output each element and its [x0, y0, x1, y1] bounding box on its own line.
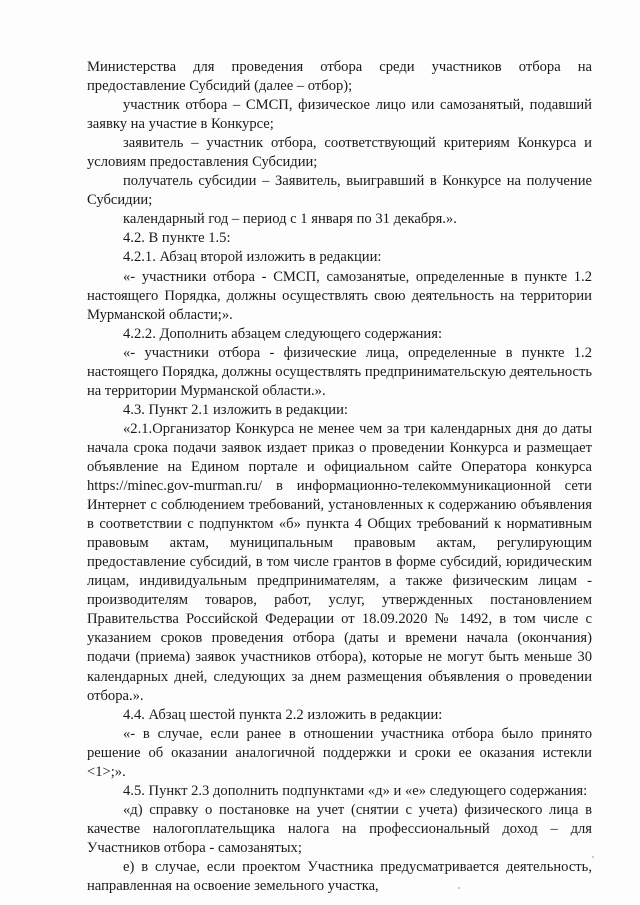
paragraph: е) в случае, если проектом Участника предусматривается деятельность, направленная на освоение земельного участка, — [87, 858, 592, 895]
paragraph: 4.2. В пункте 1.5: — [123, 230, 231, 247]
scan-speck — [592, 856, 594, 858]
paragraph: Министерства для проведения отбора среди участников отбора на предоставление Субсидий (далее – отбор); — [87, 59, 592, 95]
paragraph: «- участники отбора - физические лица, определенные в пункте 1.2 настоящего Порядка, должны осуществлять предпринимательскую деятельность на территории Мурманской области.». — [87, 344, 592, 399]
paragraph: «- участники отбора - СМСП, самозанятые, определенные в пункте 1.2 настоящего Порядка, должны осуществлять свою деятельность на территории Мурманской области;». — [87, 268, 592, 323]
paragraph: 4.5. Пункт 2.3 дополнить подпунктами «д» и «е» следующего содержания: — [123, 782, 588, 799]
paragraph: заявитель – участник отбора, соответствующий критериям Конкурса и условиям предоставления Субсидии; — [87, 135, 592, 171]
paragraph: 4.2.2. Дополнить абзацем следующего содержания: — [123, 325, 443, 342]
paragraph: «д) справку о постановке на учет (снятии с учета) физического лица в качестве налогоплательщика налога на профессиональный доход – для Участников отбора - самозанятых; — [87, 801, 592, 856]
paragraph: участник отбора – СМСП, физическое лицо или самозанятый, подавший заявку на участие в Конкурсе; — [87, 97, 592, 133]
document-body — [87, 58, 592, 896]
paragraph: 4.3. Пункт 2.1 изложить в редакции: — [123, 401, 348, 418]
paragraph: календарный год – период с 1 января по 31 декабря.». — [123, 211, 457, 228]
paragraph: 4.4. Абзац шестой пункта 2.2 изложить в редакции: — [123, 706, 443, 723]
scan-speck — [458, 887, 460, 889]
paragraph: 4.2.1. Абзац второй изложить в редакции: — [123, 249, 382, 266]
paragraph: «- в случае, если ранее в отношении участника отбора было принято решение об оказании аналогичной поддержки и сроки ее оказания истекли <1>;». — [87, 725, 592, 780]
paragraph: «2.1.Организатор Конкурса не менее чем за три календарных дня до даты начала срока подачи заявок издает приказ о проведении Конкурса и размещает объявление на Едином портале и официальном сайте Оператора конкурса https://minec.gov-murman.ru/ в информационно-телекоммуникационной сети Интернет с соблюдением требований, установленных к содержанию объявления в соответствии с подпунктом «б» пункта 4 Общих требований к нормативным правовым актам, муниципальным правовым актам, регулирующим предоставление субсидий, в том числе грантов в форме субсидий, юридическим лицам, индивидуальным предпринимателям, а также физическим лицам - производителям товаров, работ, услуг, утвержденных постановлением Правительства Российской Федерации от 18.09.2020 № 1492, в том числе с указанием сроков проведения отбора (даты и времени начала (окончания) подачи (приема) заявок участников отбора), которые не могут быть меньше 30 календарных дней, следующих за днем размещения объявления о проведении отбора.». — [87, 420, 592, 704]
paragraph: получатель субсидии – Заявитель, выигравший в Конкурсе на получение Субсидии; — [87, 173, 592, 209]
